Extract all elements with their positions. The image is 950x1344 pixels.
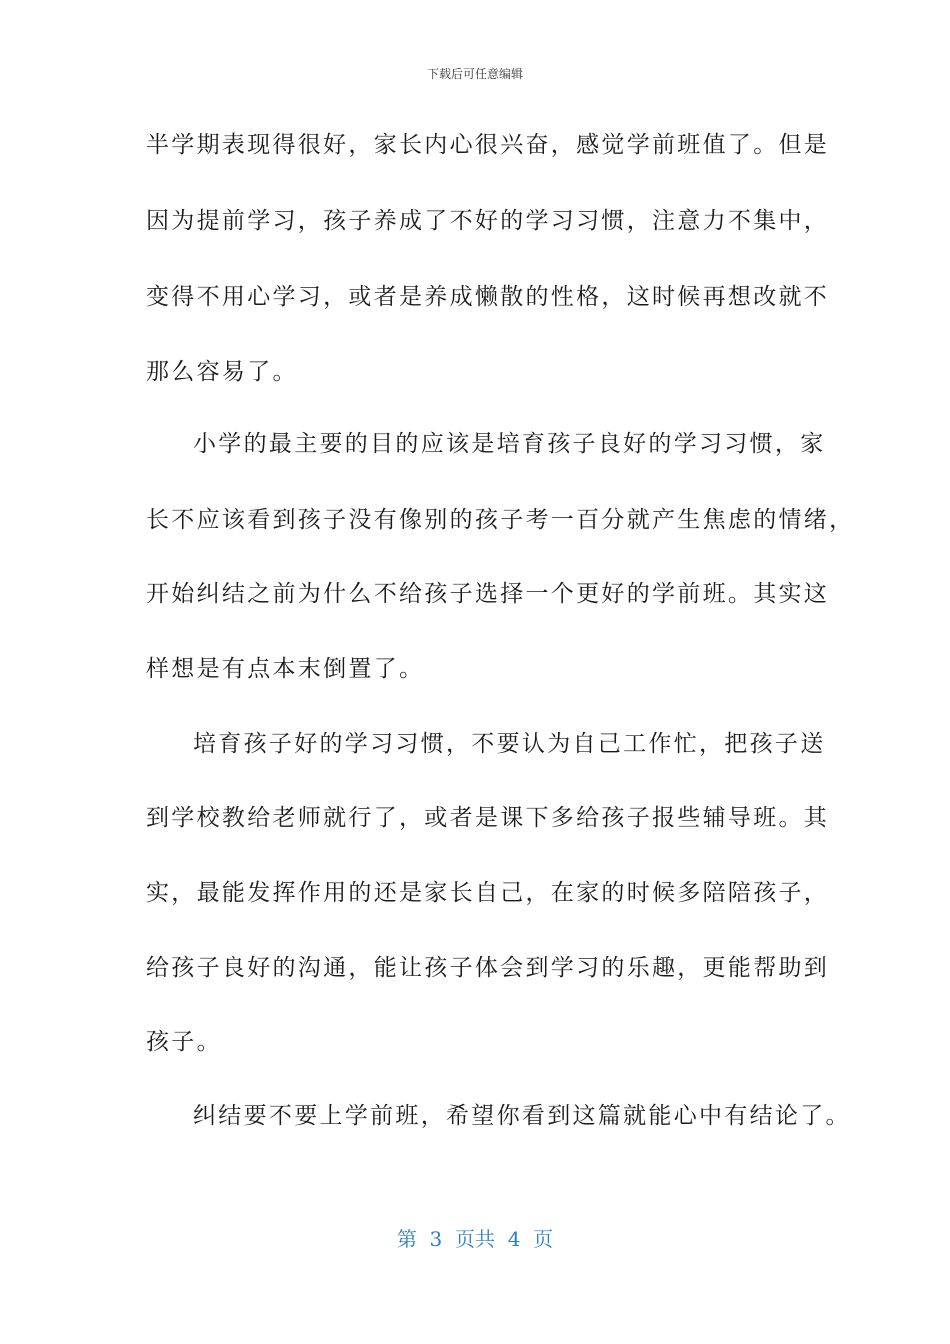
paragraph-3-line-1: 培育孩子好的学习习惯，不要认为自己工作忙，把孩子送: [193, 731, 826, 757]
paragraph-1-line-2: 因为提前学习，孩子养成了不好的学习习惯，注意力不集中，: [146, 208, 830, 234]
paragraph-1-line-4: 那么容易了。: [146, 359, 298, 385]
paragraph-1-line-3: 变得不用心学习，或者是养成懒散的性格，这时候再想改就不: [146, 284, 830, 310]
paragraph-3-line-4: 给孩子良好的沟通，能让孩子体会到学习的乐趣，更能帮助到: [146, 955, 830, 981]
paragraph-3-line-5: 孩子。: [146, 1029, 222, 1055]
page-header: 下载后可任意编辑: [426, 67, 523, 81]
paragraph-2-line-2: 长不应该看到孩子没有像别的孩子考一百分就产生焦虑的情绪，: [146, 507, 855, 533]
page-number-footer: 第 3 页共 4 页: [396, 1227, 554, 1251]
paragraph-2-line-4: 样想是有点本末倒置了。: [146, 656, 425, 682]
paragraph-2-line-3: 开始纠结之前为什么不给孩子选择一个更好的学前班。其实这: [146, 581, 830, 607]
paragraph-3-line-3: 实，最能发挥作用的还是家长自己，在家的时候多陪陪孩子，: [146, 880, 830, 906]
paragraph-4-line-1: 纠结要不要上学前班，希望你看到这篇就能心中有结论了。: [193, 1103, 851, 1129]
paragraph-3-line-2: 到学校教给老师就行了，或者是课下多给孩子报些辅导班。其: [146, 805, 830, 831]
paragraph-2-line-1: 小学的最主要的目的应该是培育孩子良好的学习习惯，家: [193, 431, 826, 457]
paragraph-1-line-1: 半学期表现得很好，家长内心很兴奋，感觉学前班值了。但是: [146, 132, 830, 158]
